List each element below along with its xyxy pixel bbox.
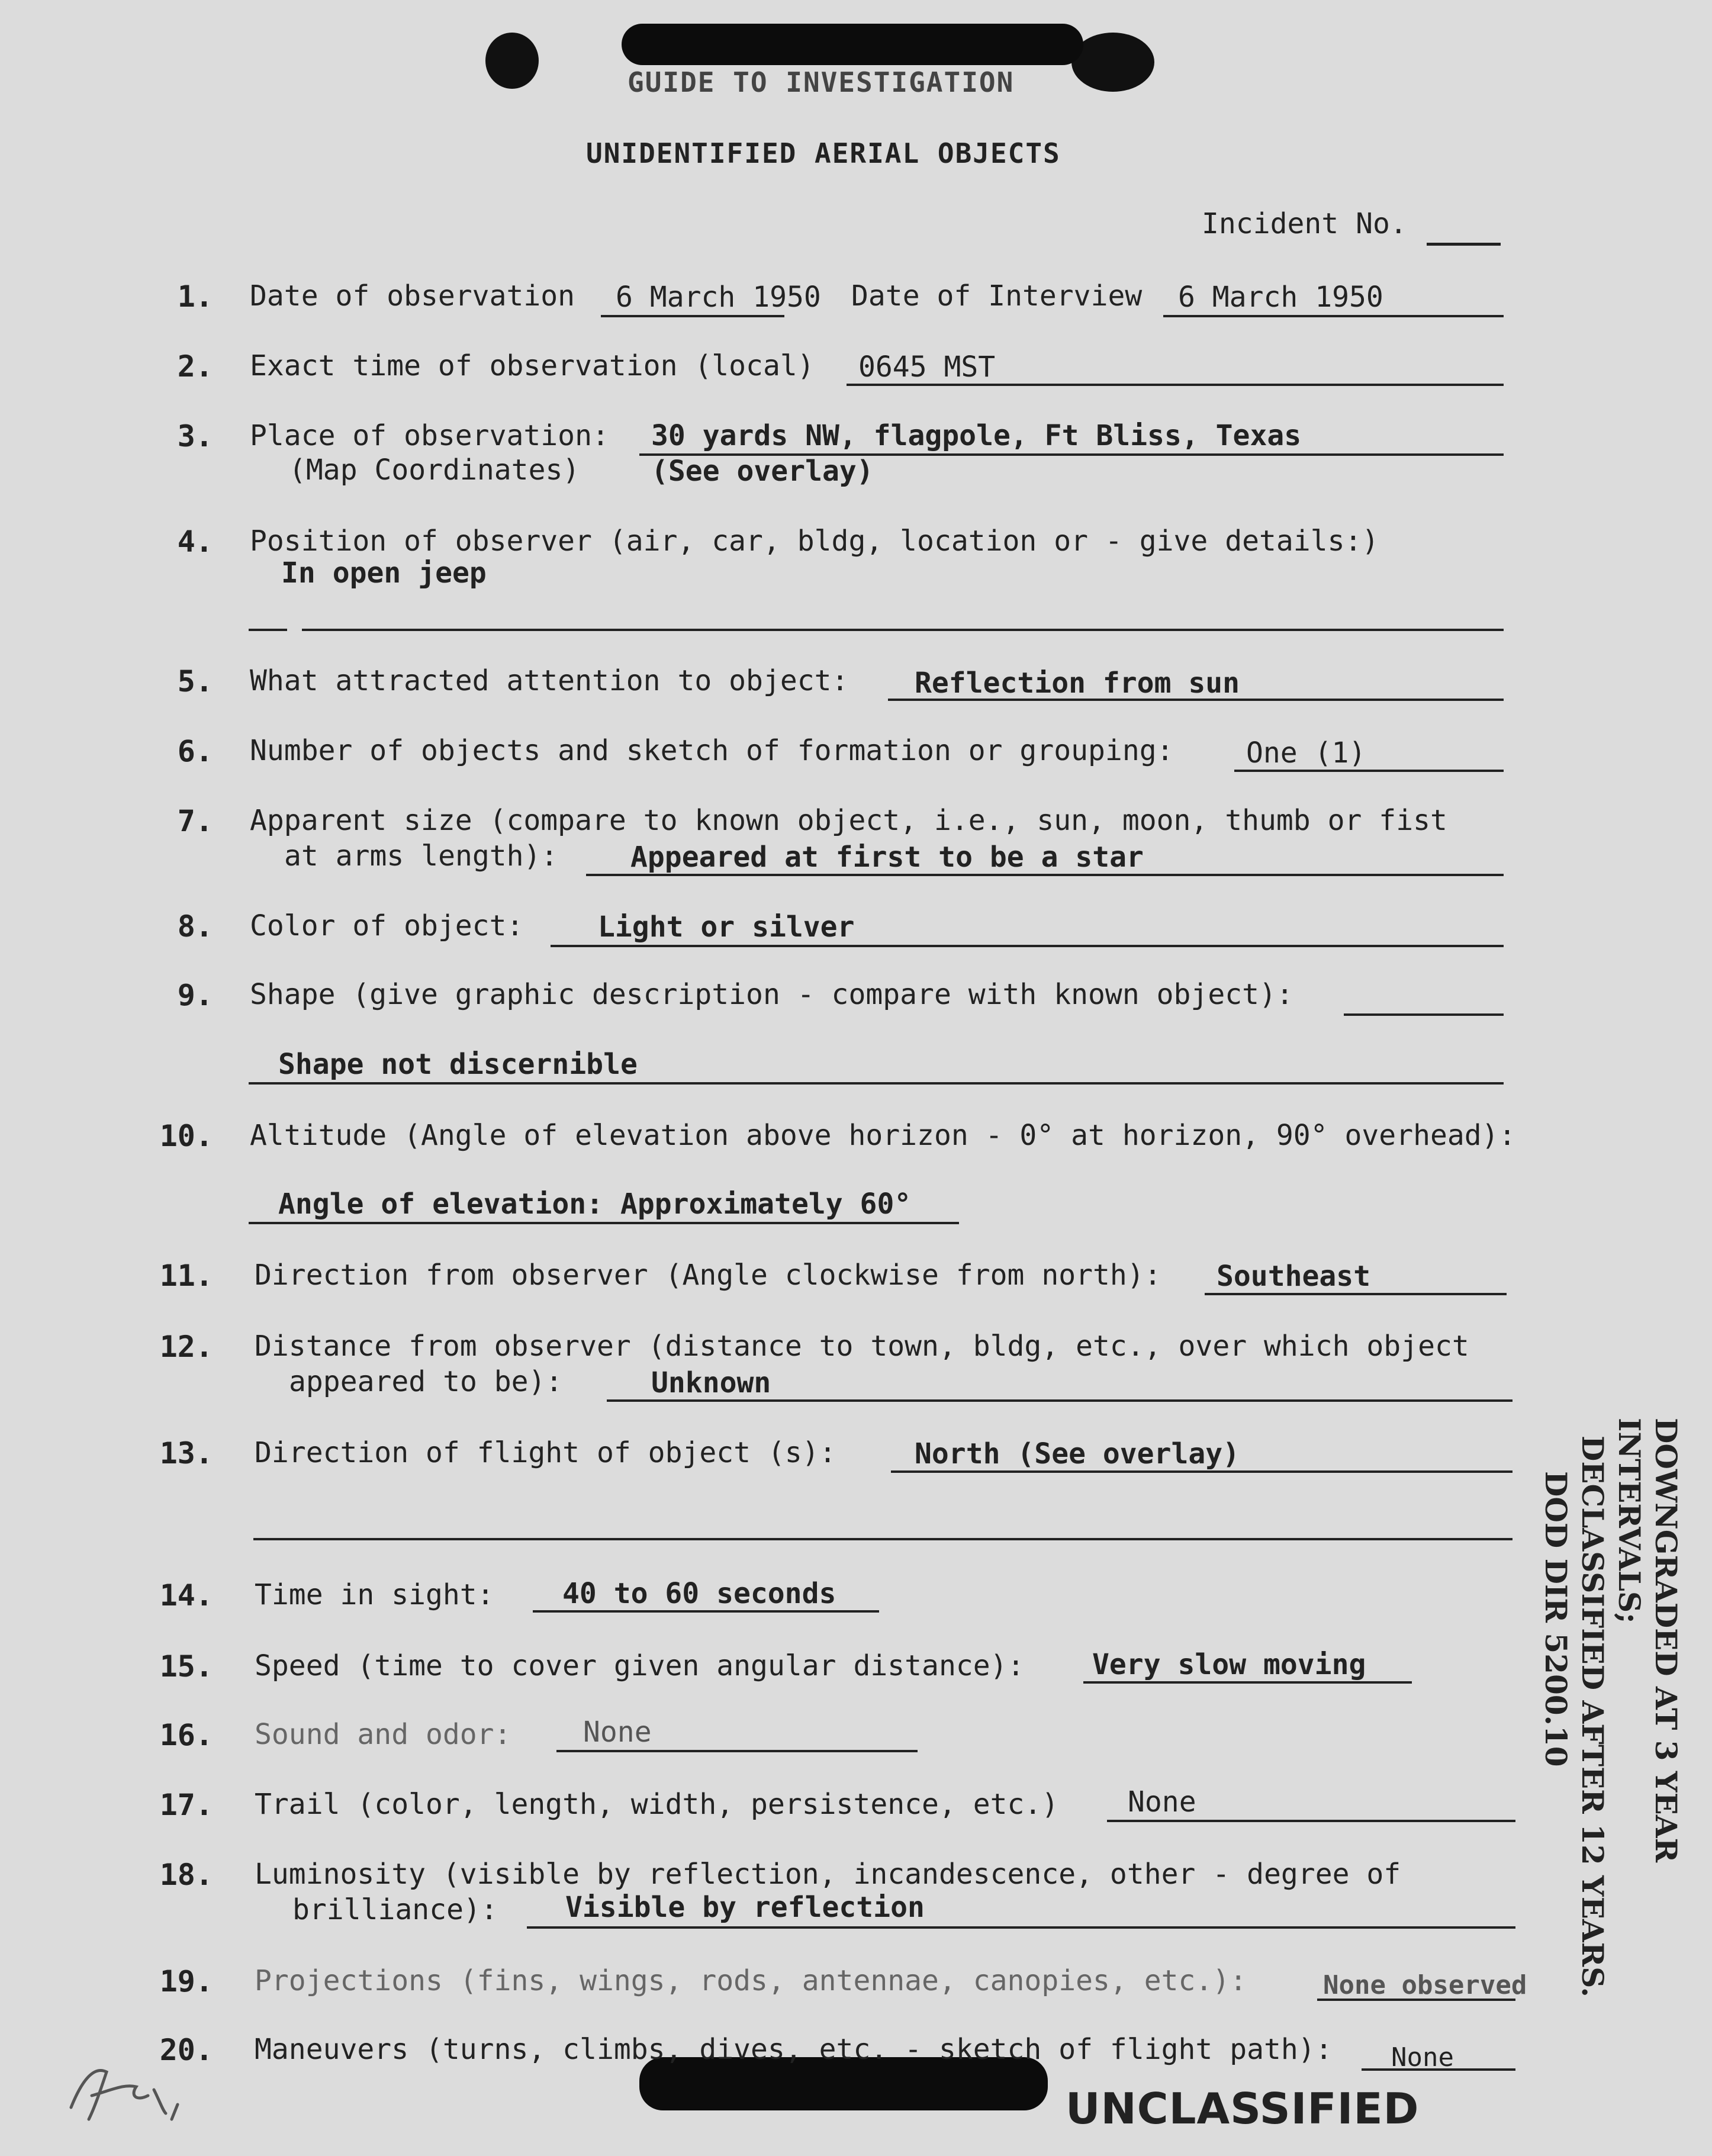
question-arms-length: at arms length):	[284, 839, 558, 873]
answer-exact-time: 0645 MST	[858, 350, 996, 384]
answer-line[interactable]	[1362, 2068, 1515, 2071]
answer-sound-odor: None	[583, 1716, 652, 1749]
answer-line[interactable]	[253, 1538, 1513, 1540]
question-exact-time: Exact time of observation (local)	[250, 349, 815, 382]
answer-line[interactable]	[586, 874, 1504, 876]
answer-line[interactable]	[1317, 1999, 1515, 2001]
answer-apparent-size: Appeared at first to be a star	[630, 841, 1144, 874]
question-time-sight: Time in sight:	[255, 1578, 494, 1611]
item-number: 16.	[159, 1718, 213, 1752]
answer-line[interactable]	[302, 629, 1504, 631]
item-number: 9.	[177, 978, 213, 1012]
redaction-top	[622, 24, 1083, 65]
item-number: 19.	[159, 1964, 213, 1999]
answer-line[interactable]	[249, 1082, 1504, 1085]
item-number: 4.	[177, 524, 213, 559]
answer-line[interactable]	[1344, 1013, 1504, 1016]
answer-line[interactable]	[551, 945, 1504, 947]
answer-line[interactable]	[891, 1470, 1513, 1473]
item-number: 2.	[177, 349, 213, 384]
guide-title: GUIDE TO INVESTIGATION	[627, 66, 1015, 98]
question-trail: Trail (color, length, width, persistence, etc.)	[255, 1788, 1059, 1821]
answer-line[interactable]	[1083, 1681, 1412, 1684]
item-number: 6.	[177, 734, 213, 768]
question-date-interview: Date of Interview	[851, 279, 1143, 313]
answer-map-coordinates: (See overlay)	[651, 455, 874, 488]
answer-date-observation: 6 March 1950	[616, 281, 821, 314]
answer-direction-flight: North (See overlay)	[915, 1437, 1240, 1470]
question-attracted-attention: What attracted attention to object:	[250, 664, 849, 697]
answer-line[interactable]	[556, 1750, 918, 1752]
question-direction-flight: Direction of flight of object (s):	[255, 1436, 836, 1469]
item-number: 3.	[177, 419, 213, 453]
answer-position-observer: In open jeep	[281, 556, 487, 590]
question-direction-observer: Direction from observer (Angle clockwise from north):	[255, 1259, 1161, 1292]
stamp-line-3: DOD DIR 5200.10	[1539, 1471, 1573, 1767]
answer-maneuvers: None	[1391, 2042, 1454, 2073]
question-projections: Projections (fins, wings, rods, antennae, canopies, etc.):	[255, 1964, 1247, 1997]
item-number: 18.	[159, 1858, 213, 1892]
question-position-observer: Position of observer (air, car, bldg, location or - give details:)	[250, 524, 1379, 558]
answer-line[interactable]	[527, 1926, 1515, 1929]
answer-luminosity: Visible by reflection	[565, 1891, 925, 1924]
answer-line[interactable]	[888, 699, 1504, 701]
answer-distance-observer: Unknown	[651, 1366, 771, 1399]
question-number-objects: Number of objects and sketch of formation or grouping:	[250, 734, 1174, 767]
question-color: Color of object:	[250, 909, 524, 942]
question-speed: Speed (time to cover given angular distance):	[255, 1649, 1025, 1682]
answer-line[interactable]	[847, 384, 1504, 386]
item-number: 17.	[159, 1788, 213, 1822]
question-altitude: Altitude (Angle of elevation above horizon - 0° at horizon, 90° overhead):	[250, 1119, 1516, 1152]
answer-line[interactable]	[533, 1610, 879, 1613]
ink-blot-left	[485, 33, 539, 89]
item-number: 10.	[159, 1119, 213, 1153]
question-place-observation: Place of observation:	[250, 419, 609, 452]
answer-place-observation: 30 yards NW, flagpole, Ft Bliss, Texas	[651, 419, 1302, 452]
question-map-coordinates: (Map Coordinates)	[289, 453, 580, 487]
answer-projections: None observed	[1323, 1970, 1527, 2000]
classification-marking: UNCLASSIFIED	[1066, 2084, 1420, 2134]
item-number: 13.	[159, 1436, 213, 1470]
incident-label: Incident No.	[1202, 207, 1407, 240]
stamp-line-2: DECLASSIFIED AFTER 12 YEARS.	[1575, 1436, 1610, 1997]
answer-line[interactable]	[1107, 1820, 1515, 1822]
item-number: 12.	[159, 1330, 213, 1364]
question-appeared-to-be: appeared to be):	[289, 1365, 563, 1398]
answer-line[interactable]	[249, 1222, 959, 1224]
item-number: 15.	[159, 1649, 213, 1684]
item-number: 11.	[159, 1259, 213, 1293]
answer-date-interview: 6 March 1950	[1178, 281, 1383, 314]
item-number: 20.	[159, 2033, 213, 2067]
incident-number-field[interactable]	[1427, 243, 1501, 246]
item-number: 7.	[177, 804, 213, 838]
item-number: 14.	[159, 1578, 213, 1613]
handwritten-initials	[59, 2054, 195, 2125]
answer-line[interactable]	[1205, 1293, 1507, 1295]
item-number: 5.	[177, 664, 213, 699]
answer-shape: Shape not discernible	[278, 1048, 638, 1081]
answer-line[interactable]	[249, 629, 287, 631]
question-apparent-size: Apparent size (compare to known object, i.e., sun, moon, thumb or fist	[250, 804, 1447, 837]
answer-trail: None	[1128, 1785, 1196, 1819]
answer-direction-observer: Southeast	[1217, 1260, 1371, 1293]
item-number: 8.	[177, 909, 213, 944]
stamp-line-1: DOWNGRADED AT 3 YEAR INTERVALS;	[1612, 1418, 1684, 1863]
ink-blot-right	[1071, 33, 1154, 92]
question-sound-odor: Sound and odor:	[255, 1718, 511, 1751]
answer-attracted-attention: Reflection from sun	[915, 667, 1240, 700]
answer-number-objects: One (1)	[1246, 736, 1366, 770]
answer-altitude: Angle of elevation: Approximately 60°	[278, 1188, 912, 1221]
form-title: UNIDENTIFIED AERIAL OBJECTS	[586, 137, 1061, 169]
answer-line[interactable]	[601, 315, 784, 317]
answer-line[interactable]	[1234, 770, 1504, 772]
question-maneuvers: Maneuvers (turns, climbs, dives, etc. - sketch of flight path):	[255, 2033, 1333, 2066]
answer-speed: Very slow moving	[1092, 1648, 1366, 1681]
answer-line[interactable]	[607, 1399, 1513, 1402]
question-brilliance: brilliance):	[292, 1893, 498, 1926]
declassification-stamp	[1539, 1418, 1684, 2057]
question-distance-observer: Distance from observer (distance to town, bldg, etc., over which object	[255, 1330, 1469, 1363]
question-shape: Shape (give graphic description - compare with known object):	[250, 978, 1293, 1011]
answer-line[interactable]	[1163, 315, 1504, 317]
question-date-observation: Date of observation	[250, 279, 575, 313]
answer-color: Light or silver	[598, 910, 855, 944]
question-luminosity: Luminosity (visible by reflection, incandescence, other - degree of	[255, 1858, 1401, 1891]
item-number: 1.	[177, 279, 213, 314]
answer-time-sight: 40 to 60 seconds	[562, 1577, 836, 1610]
